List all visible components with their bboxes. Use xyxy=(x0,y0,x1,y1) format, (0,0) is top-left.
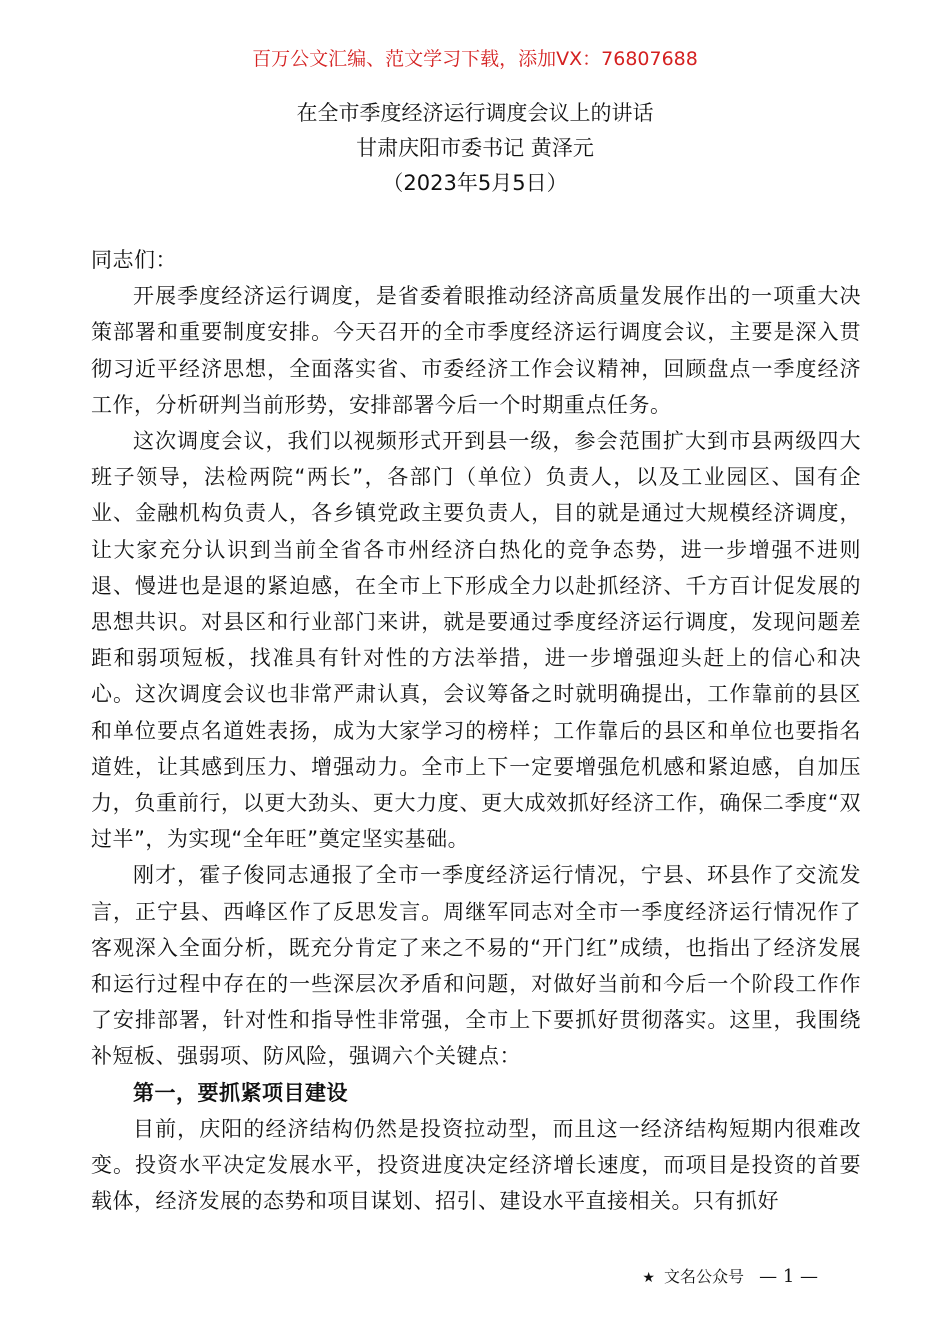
body-paragraph: 刚才，霍子俊同志通报了全市一季度经济运行情况，宁县、环县作了交流发言，正宁县、西峰区作了反思发言。周继军同志对全市一季度经济运行情况作了客观深入全面分析，既充分肯定了来之不易的“开门红”成绩，也指出了经济发展和运行过程中存在的一些深层次矛盾和问题，对做好当前和今后一个阶段工作作了安排部署，针对性和指导性非常强，全市上下要抓好贯彻落实。这里，我围绕补短板、强弱项、防风险，强调六个关键点： xyxy=(91,863,861,1069)
section-heading: 第一，要抓紧项目建设 xyxy=(133,1080,348,1105)
speech-title: 在全市季度经济运行调度会议上的讲话 xyxy=(296,101,654,125)
body-paragraph: 这次调度会议，我们以视频形式开到县一级，参会范围扩大到市县两级四大班子领导，法检两院“两长”，各部门（单位）负责人，以及工业园区、国有企业、金融机构负责人，各乡镇党政主要负责人，目的就是通过大规模经济调度，让大家充分认识到当前全省各市州经济白热化的竞争态势，进一步增强不进则退、慢进也是退的紧迫感，在全市上下形成全力以赴抓经济、千方百计促发展的思想共识。对县区和行业部门来讲，就是要通过季度经济运行调度，发现问题差距和弱项短板，找准具有针对性的方法举措，进一步增强迎头赶上的信心和决心。这次调度会议也非常严肃认真，会议筹备之时就明确提出，工作靠前的县区和单位要点名道姓表扬，成为大家学习的榜样；工作靠后的县区和单位也要指名道姓，让其感到压力、增强动力。全市上下一定要增强危机感和紧迫感，自加压力，负重前行，以更大劲头、更大力度、更大成效抓好经济工作，确保二季度“双过半”，为实现“全年旺”奠定坚实基础。 xyxy=(91,429,861,852)
speech-date: （2023年5月5日） xyxy=(382,171,568,195)
section-paragraph: 目前，庆阳的经济结构仍然是投资拉动型，而且这一经济结构短期内很难改变。投资水平决定发展水平，投资进度决定经济增长速度，而项目是投资的首要载体，经济发展的态势和项目谋划、招引、建设水平直接相关。只有抓好 xyxy=(91,1116,861,1214)
body-paragraph: 开展季度经济运行调度，是省委着眼推动经济高质量发展作出的一项重大决策部署和重要制度安排。今天召开的全市季度经济运行调度会议，主要是深入贯彻习近平经济思想，全面落实省、市委经济工作会议精神，回顾盘点一季度经济工作，分析研判当前形势，安排部署今后一个时期重点任务。 xyxy=(91,284,861,417)
watermark-banner: 百万公文汇编、范文学习下载，添加VX：76807688 xyxy=(252,48,698,70)
salutation: 同志们： xyxy=(91,248,177,272)
page-number: — 1 — xyxy=(759,1266,818,1287)
footer-label: 文名公众号 xyxy=(663,1267,744,1286)
page-footer xyxy=(642,1265,818,1290)
star-icon: ★ xyxy=(642,1270,655,1286)
speech-header xyxy=(0,96,950,201)
speech-body xyxy=(91,242,861,1219)
speaker-line: 甘肃庆阳市委书记 黄泽元 xyxy=(356,136,594,160)
